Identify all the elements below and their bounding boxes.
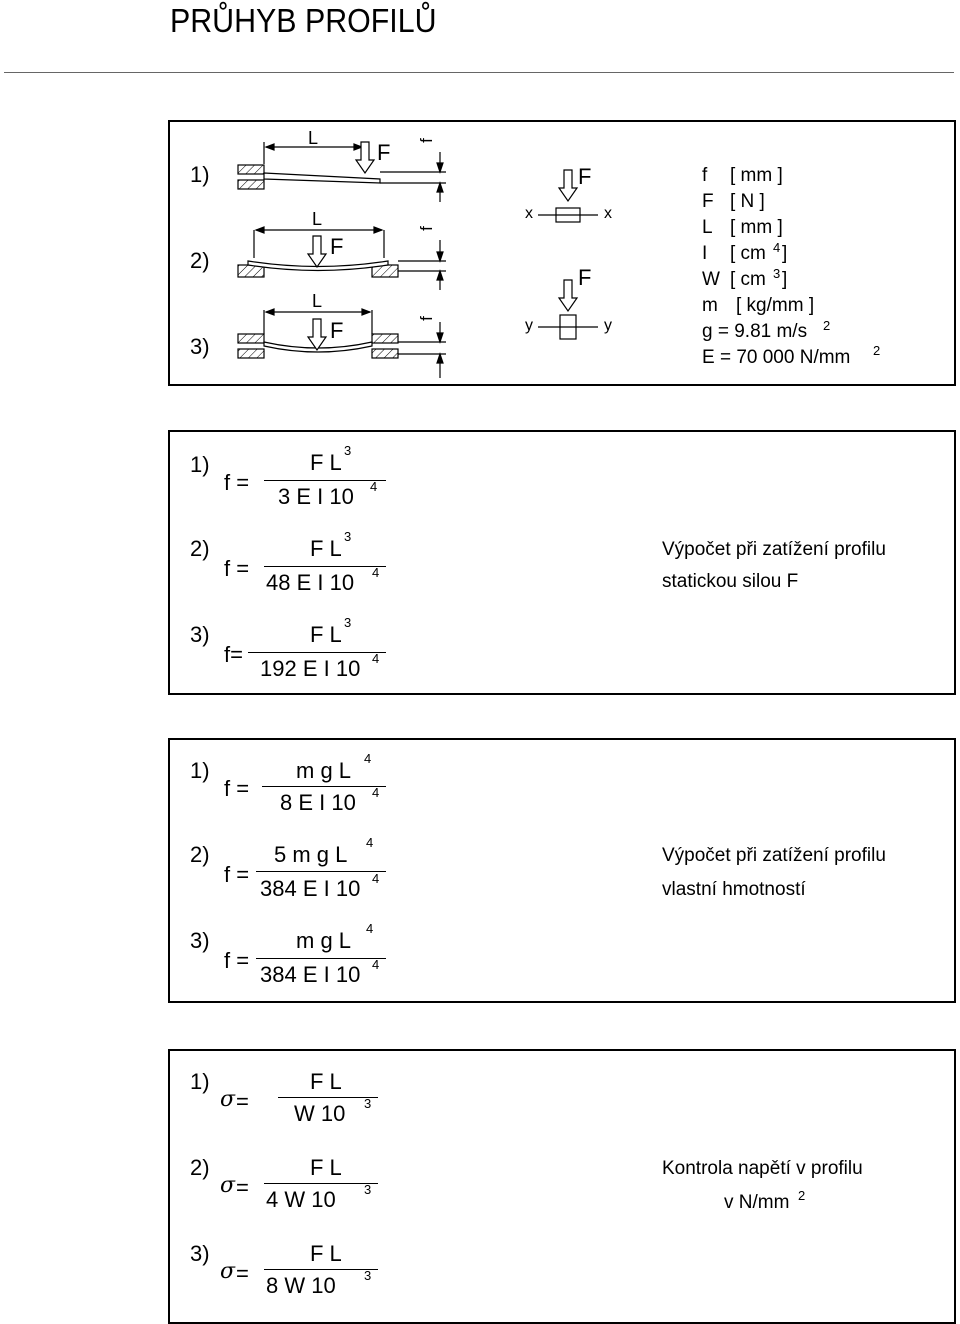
formula-lhs: f = xyxy=(224,862,250,887)
stress-panel xyxy=(168,1049,956,1324)
title-divider xyxy=(4,72,954,73)
support-right xyxy=(372,349,398,358)
formula-equals: = xyxy=(236,1261,249,1286)
diagram-panel xyxy=(168,120,956,386)
support-right xyxy=(372,334,398,343)
sigma-symbol: σ xyxy=(220,1087,236,1112)
unit-symbol: F xyxy=(702,191,714,212)
unit-value: [ mm ] xyxy=(730,165,783,186)
formula-denominator: W 10 xyxy=(294,1101,346,1126)
panel-description: Kontrola napětí v profilu xyxy=(662,1158,863,1179)
fraction-bar xyxy=(248,652,386,653)
formula-denominator: 384 E I 10 xyxy=(260,962,361,987)
formula-denominator: 8 W 10 xyxy=(266,1273,336,1298)
denominator-exponent: 3 xyxy=(364,1268,372,1283)
formula-equals: = xyxy=(236,1175,249,1200)
case-label-1: 1) xyxy=(190,162,210,187)
unit-value: [ cm xyxy=(730,243,766,264)
panel-description: v N/mm xyxy=(724,1192,790,1213)
formula-denominator: 48 E I 10 xyxy=(266,570,355,595)
support-left xyxy=(238,349,264,358)
case-label-3: 3) xyxy=(190,1241,210,1266)
case-label-2: 2) xyxy=(190,1155,210,1180)
case-label-3: 3) xyxy=(190,928,210,953)
numerator-exponent: 4 xyxy=(366,835,374,850)
gravity-constant: g = 9.81 m/s xyxy=(702,321,808,342)
formula-denominator: 3 E I 10 xyxy=(278,484,354,509)
panel-description: Výpočet při zatížení profilu xyxy=(662,539,886,560)
unit-symbol: m xyxy=(702,295,718,316)
case-label-2: 2) xyxy=(190,536,210,561)
length-label: L xyxy=(312,209,323,229)
formula-numerator: F L xyxy=(310,536,342,561)
formula-denominator: 8 E I 10 xyxy=(280,790,356,815)
case-label-2: 2) xyxy=(190,248,210,273)
page-title: PRŮHYB PROFILŮ xyxy=(170,2,437,39)
unit-bracket: ] xyxy=(782,269,788,290)
denominator-exponent: 3 xyxy=(364,1182,372,1197)
formula-lhs: f = xyxy=(224,470,250,495)
unit-symbol: f xyxy=(702,165,708,186)
formula-denominator: 192 E I 10 xyxy=(260,656,361,681)
unit-exponent: 3 xyxy=(773,266,781,281)
panel-description: vlastní hmotností xyxy=(662,879,806,900)
formula-denominator: 384 E I 10 xyxy=(260,876,361,901)
case-label-1: 1) xyxy=(190,758,210,783)
axis-label-x: x xyxy=(604,205,612,222)
fraction-bar xyxy=(278,1097,378,1098)
force-arrow xyxy=(559,170,577,201)
sigma-symbol: σ xyxy=(220,1173,236,1198)
modulus-exponent: 2 xyxy=(873,343,881,358)
numerator-exponent: 3 xyxy=(344,443,352,458)
formula-numerator: m g L xyxy=(296,928,352,953)
gravity-exponent: 2 xyxy=(823,318,831,333)
denominator-exponent: 4 xyxy=(372,957,380,972)
wall-support xyxy=(238,180,264,189)
unit-bracket: ] xyxy=(782,243,788,264)
case-label-1: 1) xyxy=(190,452,210,477)
formula-lhs: f= xyxy=(224,642,243,667)
case-label-1: 1) xyxy=(190,1069,210,1094)
formula-numerator: m g L xyxy=(296,758,352,783)
fraction-bar xyxy=(264,566,386,567)
unit-symbol: L xyxy=(702,217,713,238)
force-label: F xyxy=(578,164,592,189)
force-label: F xyxy=(578,265,592,290)
deflection-label: f xyxy=(416,138,436,143)
force-arrow xyxy=(308,319,326,350)
unit-exponent: 2 xyxy=(798,1188,806,1203)
formula-numerator: F L xyxy=(310,622,342,647)
denominator-exponent: 4 xyxy=(372,785,380,800)
denominator-exponent: 4 xyxy=(372,871,380,886)
formula-lhs: f = xyxy=(224,948,250,973)
axis-label-y: y xyxy=(604,317,612,334)
case-label-3: 3) xyxy=(190,622,210,647)
numerator-exponent: 3 xyxy=(344,615,352,630)
case-label-2: 2) xyxy=(190,842,210,867)
force-arrow xyxy=(559,280,577,311)
formula-denominator: 4 W 10 xyxy=(266,1187,336,1212)
formula-lhs: f = xyxy=(224,776,250,801)
axis-label-x: x xyxy=(525,205,533,222)
unit-value: [ cm xyxy=(730,269,766,290)
static-load-panel xyxy=(168,430,956,695)
wall-support xyxy=(238,165,264,174)
support-left xyxy=(238,334,264,343)
force-label: F xyxy=(330,318,344,343)
panel-description: statickou silou F xyxy=(662,571,799,592)
denominator-exponent: 4 xyxy=(372,565,380,580)
fraction-bar xyxy=(262,786,386,787)
panel-description: Výpočet při zatížení profilu xyxy=(662,845,886,866)
denominator-exponent: 4 xyxy=(370,479,378,494)
unit-symbol: W xyxy=(702,269,720,290)
unit-value: [ N ] xyxy=(730,191,765,212)
self-weight-panel xyxy=(168,738,956,1003)
fraction-bar xyxy=(264,1183,378,1184)
formula-numerator: F L xyxy=(310,1155,342,1180)
unit-exponent: 4 xyxy=(773,240,781,255)
fraction-bar xyxy=(256,958,386,959)
numerator-exponent: 4 xyxy=(364,751,372,766)
fraction-bar xyxy=(256,871,386,872)
case-label-3: 3) xyxy=(190,334,210,359)
length-label: L xyxy=(312,291,323,311)
formula-numerator: 5 m g L xyxy=(274,842,348,867)
cantilever-beam xyxy=(264,173,380,183)
formula-lhs: f = xyxy=(224,556,250,581)
force-label: F xyxy=(330,234,344,259)
formula-numerator: F L xyxy=(310,1069,342,1094)
unit-symbol: I xyxy=(702,243,708,264)
sigma-symbol: σ xyxy=(220,1259,236,1284)
fraction-bar xyxy=(264,1269,378,1270)
formula-numerator: F L xyxy=(310,450,342,475)
fraction-bar xyxy=(264,480,386,481)
force-arrow xyxy=(308,236,326,267)
numerator-exponent: 3 xyxy=(344,529,352,544)
deflection-label: f xyxy=(416,316,436,321)
deflection-label: f xyxy=(416,226,436,231)
denominator-exponent: 4 xyxy=(372,651,380,666)
unit-value: [ mm ] xyxy=(730,217,783,238)
denominator-exponent: 3 xyxy=(364,1096,372,1111)
axis-label-y: y xyxy=(525,317,533,334)
length-label: L xyxy=(308,128,319,148)
numerator-exponent: 4 xyxy=(366,921,374,936)
elastic-modulus: E = 70 000 N/mm xyxy=(702,347,851,368)
formula-numerator: F L xyxy=(310,1241,342,1266)
force-label: F xyxy=(377,140,391,165)
unit-value: [ kg/mm ] xyxy=(736,295,815,316)
formula-equals: = xyxy=(236,1089,249,1114)
